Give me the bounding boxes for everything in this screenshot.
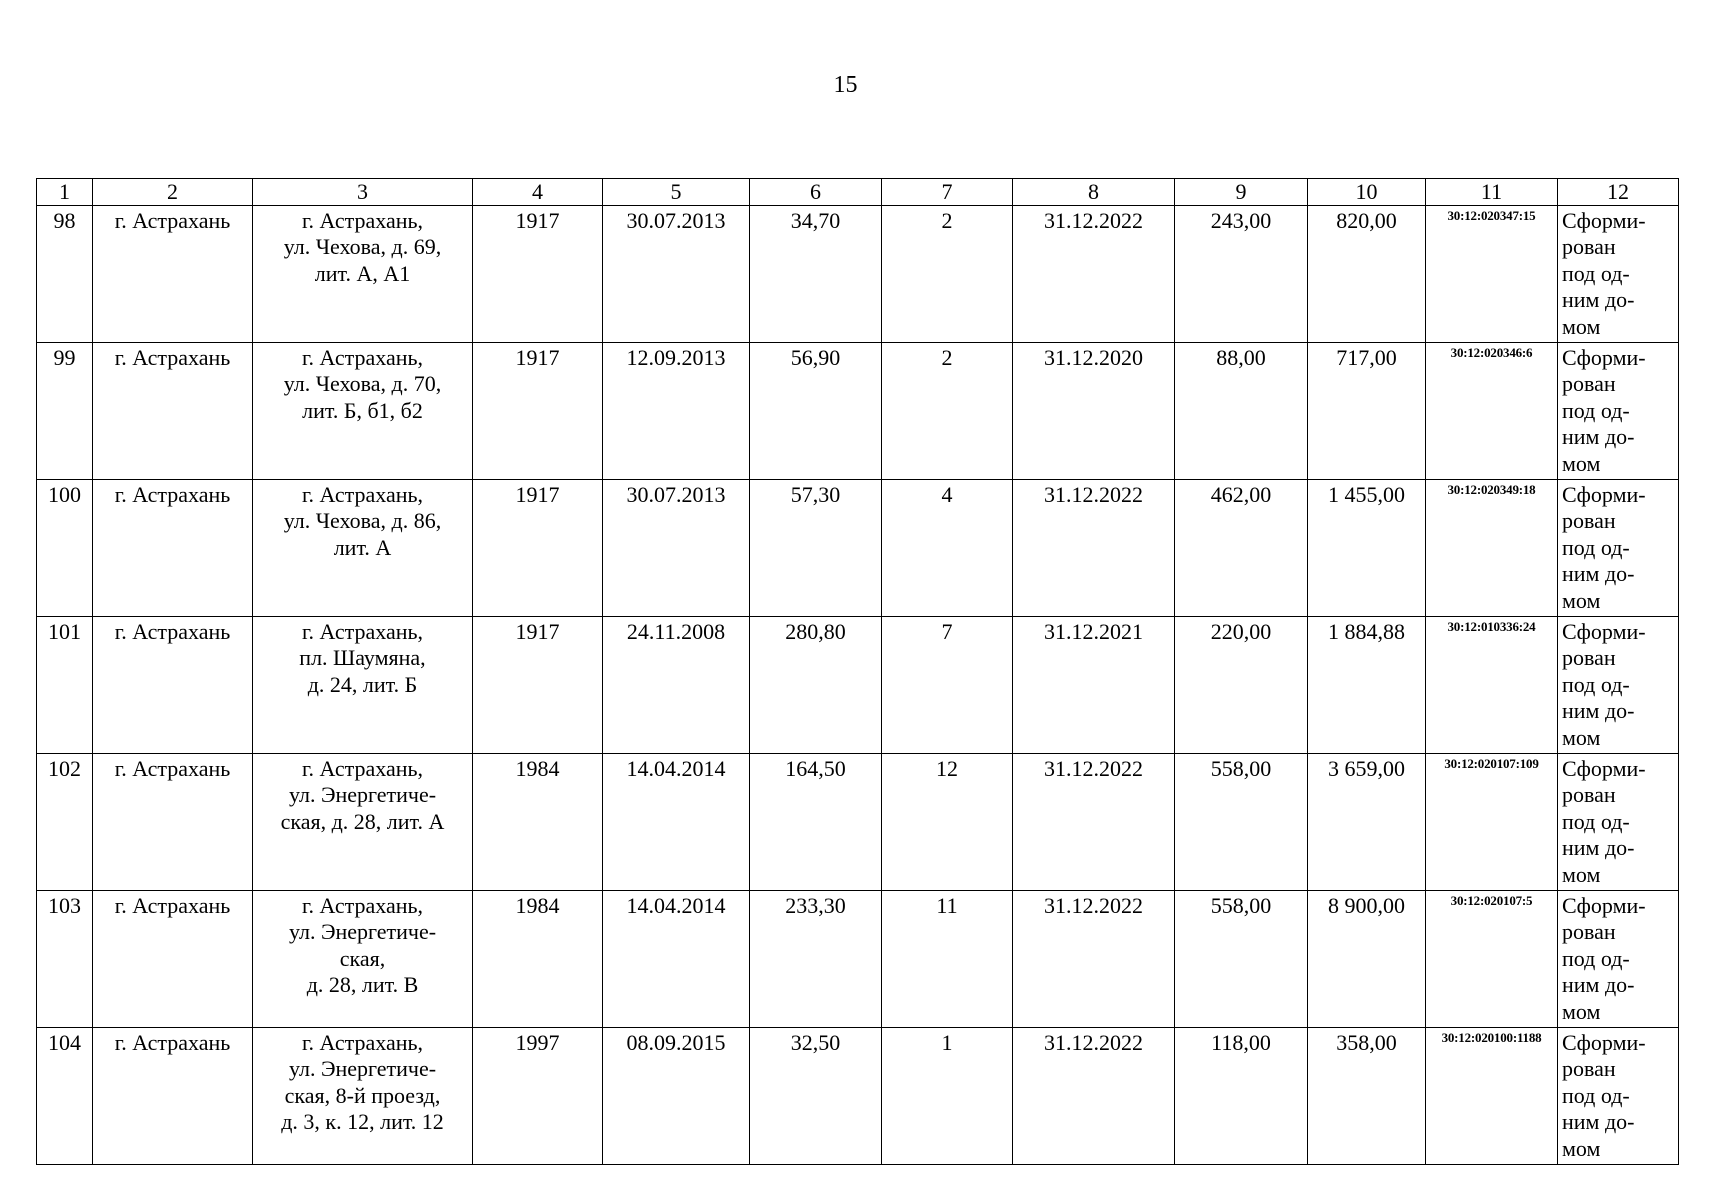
status-cell-line: ним до- — [1562, 698, 1635, 724]
date-cell: 24.11.2008 — [603, 617, 750, 754]
row-number: 99 — [37, 343, 93, 480]
count-cell: 12 — [882, 754, 1013, 891]
col10-cell: 358,00 — [1308, 1028, 1426, 1165]
count-cell: 2 — [882, 206, 1013, 343]
area-cell: 34,70 — [750, 206, 882, 343]
col9-cell: 118,00 — [1175, 1028, 1308, 1165]
status-cell-line: ним до- — [1562, 424, 1635, 450]
cadastral-number-cell: 30:12:020347:15 — [1426, 206, 1558, 343]
row-number: 100 — [37, 480, 93, 617]
status-cell-line: мом — [1562, 313, 1601, 339]
column-header-5: 5 — [603, 179, 750, 206]
row-number: 98 — [37, 206, 93, 343]
city-cell: г. Астрахань — [93, 891, 253, 1028]
cadastral-number-cell: 30:12:020100:1188 — [1426, 1028, 1558, 1165]
address-cell-line: лит. Б, б1, б2 — [302, 397, 423, 423]
column-header-10: 10 — [1308, 179, 1426, 206]
year-cell: 1917 — [473, 206, 603, 343]
column-header-7: 7 — [882, 179, 1013, 206]
status-cell-line: рован — [1562, 782, 1616, 808]
status-cell-line: под од- — [1562, 397, 1630, 423]
status-cell-line: под од- — [1562, 534, 1630, 560]
city-cell: г. Астрахань — [93, 754, 253, 891]
status-cell-line: Сформи- — [1562, 1030, 1646, 1055]
status-cell-line: мом — [1562, 724, 1601, 750]
status-cell-line: рован — [1562, 1056, 1616, 1082]
address-cell-line: г. Астрахань, — [301, 619, 424, 644]
table-row — [37, 754, 1679, 891]
col9-cell: 88,00 — [1175, 343, 1308, 480]
col10-cell: 8 900,00 — [1308, 891, 1426, 1028]
status-cell-line: мом — [1562, 587, 1601, 613]
address-cell-line: лит. А — [333, 534, 392, 560]
status-cell-line: под од- — [1562, 260, 1630, 286]
page-number: 15 — [833, 72, 858, 98]
status-cell-line: Сформи- — [1562, 893, 1646, 918]
date-cell: 08.09.2015 — [603, 1028, 750, 1165]
status-cell — [1558, 891, 1679, 1028]
status-cell-line: ним до- — [1562, 561, 1635, 587]
column-header-3: 3 — [253, 179, 473, 206]
count-cell: 7 — [882, 617, 1013, 754]
area-cell: 233,30 — [750, 891, 882, 1028]
table-row — [37, 343, 1679, 480]
column-header-11: 11 — [1426, 179, 1558, 206]
address-cell-line: ул. Чехова, д. 86, — [283, 508, 442, 534]
status-cell — [1558, 480, 1679, 617]
status-cell-line: под од- — [1562, 945, 1630, 971]
city-cell: г. Астрахань — [93, 1028, 253, 1165]
status-cell-line: рован — [1562, 234, 1616, 260]
status-cell-line: ним до- — [1562, 972, 1635, 998]
city-cell: г. Астрахань — [93, 206, 253, 343]
table-row — [37, 480, 1679, 617]
col9-cell: 558,00 — [1175, 754, 1308, 891]
status-cell — [1558, 206, 1679, 343]
col10-cell: 717,00 — [1308, 343, 1426, 480]
row-number: 101 — [37, 617, 93, 754]
table-body — [37, 206, 1679, 1165]
area-cell: 32,50 — [750, 1028, 882, 1165]
address-cell — [253, 754, 473, 891]
table-row — [37, 1028, 1679, 1165]
row-number: 102 — [37, 754, 93, 891]
area-cell: 56,90 — [750, 343, 882, 480]
status-cell — [1558, 754, 1679, 891]
col10-cell: 1 884,88 — [1308, 617, 1426, 754]
header-row — [37, 179, 1679, 206]
address-cell-line: ул. Чехова, д. 70, — [283, 371, 442, 397]
status-cell-line: ним до- — [1562, 835, 1635, 861]
column-header-6: 6 — [750, 179, 882, 206]
area-cell: 164,50 — [750, 754, 882, 891]
address-cell-line: ская, д. 28, лит. А — [280, 808, 445, 834]
year-cell: 1917 — [473, 343, 603, 480]
col10-cell: 3 659,00 — [1308, 754, 1426, 891]
address-cell-line: пл. Шаумяна, — [299, 645, 426, 671]
address-cell-line: г. Астрахань, — [301, 482, 424, 507]
area-cell: 280,80 — [750, 617, 882, 754]
col9-cell: 462,00 — [1175, 480, 1308, 617]
address-cell — [253, 480, 473, 617]
cadastral-number-cell: 30:12:020107:109 — [1426, 754, 1558, 891]
count-cell: 2 — [882, 343, 1013, 480]
status-cell-line: ним до- — [1562, 1109, 1635, 1135]
address-cell-line: д. 28, лит. В — [306, 972, 419, 998]
column-header-12: 12 — [1558, 179, 1679, 206]
area-cell: 57,30 — [750, 480, 882, 617]
status-cell-line: мом — [1562, 998, 1601, 1024]
col10-cell: 820,00 — [1308, 206, 1426, 343]
address-cell-line: г. Астрахань, — [301, 756, 424, 781]
status-cell-line: под од- — [1562, 1082, 1630, 1108]
row-number: 104 — [37, 1028, 93, 1165]
year-cell: 1917 — [473, 480, 603, 617]
status-cell-line: под од- — [1562, 808, 1630, 834]
column-header-8: 8 — [1013, 179, 1175, 206]
table-row — [37, 617, 1679, 754]
row-number: 103 — [37, 891, 93, 1028]
year-cell: 1997 — [473, 1028, 603, 1165]
deadline-cell: 31.12.2022 — [1013, 480, 1175, 617]
deadline-cell: 31.12.2022 — [1013, 754, 1175, 891]
table-header — [37, 179, 1679, 206]
address-cell — [253, 343, 473, 480]
address-cell — [253, 617, 473, 754]
status-cell-line: Сформи- — [1562, 619, 1646, 644]
address-cell — [253, 891, 473, 1028]
housing-registry-table — [36, 178, 1679, 1165]
status-cell-line: мом — [1562, 861, 1601, 887]
year-cell: 1917 — [473, 617, 603, 754]
address-cell-line: ская, 8-й проезд, — [284, 1082, 441, 1108]
date-cell: 12.09.2013 — [603, 343, 750, 480]
address-cell-line: ул. Энергетиче- — [288, 1056, 437, 1082]
status-cell-line: рован — [1562, 371, 1616, 397]
status-cell-line: Сформи- — [1562, 208, 1646, 233]
address-cell-line: г. Астрахань, — [301, 893, 424, 918]
status-cell-line: ним до- — [1562, 287, 1635, 313]
address-cell — [253, 206, 473, 343]
year-cell: 1984 — [473, 754, 603, 891]
address-cell-line: г. Астрахань, — [301, 208, 424, 233]
deadline-cell: 31.12.2021 — [1013, 617, 1175, 754]
address-cell-line: д. 3, к. 12, лит. 12 — [281, 1109, 444, 1135]
count-cell: 4 — [882, 480, 1013, 617]
status-cell-line: под од- — [1562, 671, 1630, 697]
date-cell: 30.07.2013 — [603, 480, 750, 617]
status-cell — [1558, 343, 1679, 480]
count-cell: 1 — [882, 1028, 1013, 1165]
cadastral-number-cell: 30:12:010336:24 — [1426, 617, 1558, 754]
status-cell-line: рован — [1562, 919, 1616, 945]
column-header-9: 9 — [1175, 179, 1308, 206]
deadline-cell: 31.12.2022 — [1013, 1028, 1175, 1165]
deadline-cell: 31.12.2020 — [1013, 343, 1175, 480]
address-cell-line: ул. Энергетиче- — [288, 782, 437, 808]
address-cell-line: ул. Энергетиче- — [288, 919, 437, 945]
status-cell-line: Сформи- — [1562, 756, 1646, 781]
cadastral-number-cell: 30:12:020349:18 — [1426, 480, 1558, 617]
status-cell-line: мом — [1562, 1135, 1601, 1161]
deadline-cell: 31.12.2022 — [1013, 206, 1175, 343]
col10-cell: 1 455,00 — [1308, 480, 1426, 617]
address-cell-line: д. 24, лит. Б — [307, 671, 418, 697]
column-header-2: 2 — [93, 179, 253, 206]
table-row — [37, 206, 1679, 343]
cadastral-number-cell: 30:12:020107:5 — [1426, 891, 1558, 1028]
status-cell-line: рован — [1562, 508, 1616, 534]
address-cell-line: г. Астрахань, — [301, 1030, 424, 1055]
status-cell-line: рован — [1562, 645, 1616, 671]
status-cell — [1558, 617, 1679, 754]
address-cell — [253, 1028, 473, 1165]
status-cell-line: мом — [1562, 450, 1601, 476]
count-cell: 11 — [882, 891, 1013, 1028]
city-cell: г. Астрахань — [93, 480, 253, 617]
city-cell: г. Астрахань — [93, 617, 253, 754]
city-cell: г. Астрахань — [93, 343, 253, 480]
date-cell: 30.07.2013 — [603, 206, 750, 343]
year-cell: 1984 — [473, 891, 603, 1028]
date-cell: 14.04.2014 — [603, 891, 750, 1028]
cadastral-number-cell: 30:12:020346:6 — [1426, 343, 1558, 480]
date-cell: 14.04.2014 — [603, 754, 750, 891]
address-cell-line: г. Астрахань, — [301, 345, 424, 370]
address-cell-line: ская, — [339, 945, 386, 971]
column-header-4: 4 — [473, 179, 603, 206]
status-cell — [1558, 1028, 1679, 1165]
table-row — [37, 891, 1679, 1028]
deadline-cell: 31.12.2022 — [1013, 891, 1175, 1028]
col9-cell: 243,00 — [1175, 206, 1308, 343]
address-cell-line: ул. Чехова, д. 69, — [283, 234, 442, 260]
column-header-1: 1 — [37, 179, 93, 206]
status-cell-line: Сформи- — [1562, 345, 1646, 370]
address-cell-line: лит. А, А1 — [314, 260, 411, 286]
col9-cell: 558,00 — [1175, 891, 1308, 1028]
status-cell-line: Сформи- — [1562, 482, 1646, 507]
col9-cell: 220,00 — [1175, 617, 1308, 754]
